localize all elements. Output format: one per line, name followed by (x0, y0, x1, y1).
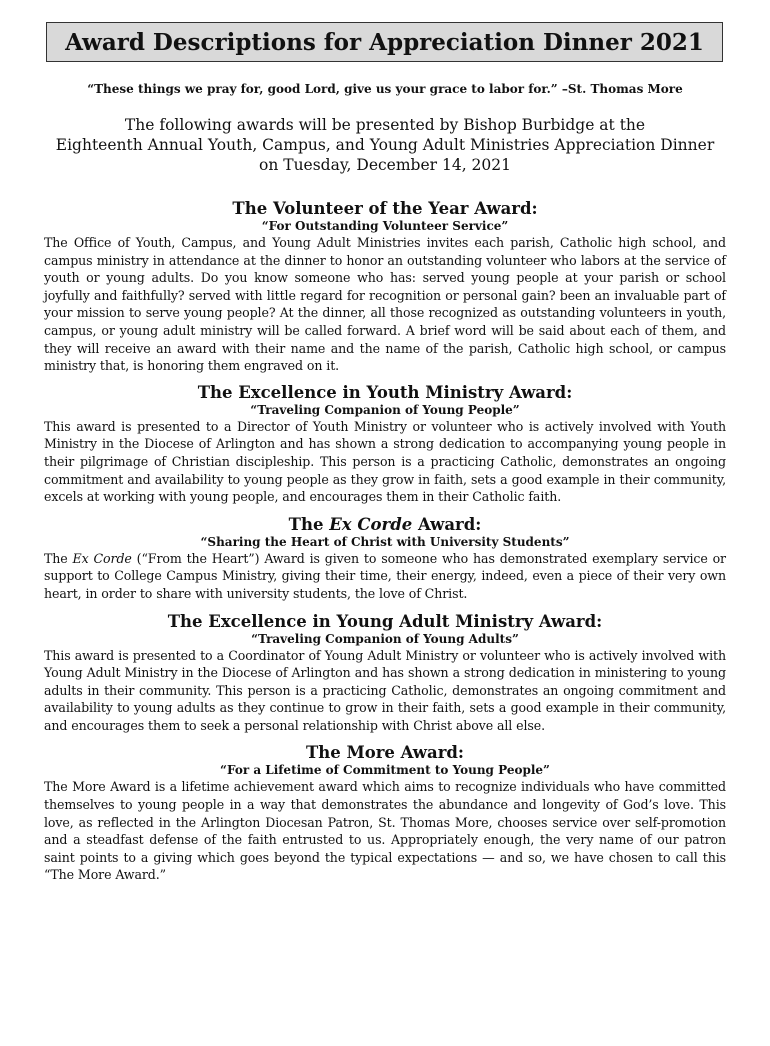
award-subtitle: “Sharing the Heart of Christ with University Students” (200, 534, 570, 549)
award-ex-corde (44, 515, 726, 603)
award-description-prefix: The (44, 550, 73, 566)
award-more (44, 743, 726, 884)
award-heading-emphasis: Ex Corde (329, 514, 413, 534)
award-subtitle: “Traveling Companion of Young People” (250, 402, 520, 417)
award-heading: The Excellence in Youth Ministry Award: (197, 382, 573, 402)
document-title: Award Descriptions for Appreciation Dinner 2021 (46, 22, 723, 62)
award-heading (44, 515, 726, 535)
award-subtitle: “For Outstanding Volunteer Service” (261, 219, 509, 233)
epigraph: “These things we pray for, good Lord, give us your grace to labor for.” –St. Thomas More (87, 82, 683, 96)
intro-line-2: Eighteenth Annual Youth, Campus, and Young Adult Ministries Appreciation Dinner (55, 136, 715, 154)
award-description: The More Award is a lifetime achievement award which aims to recognize individuals who have committed themselves to young people in a way that demonstrates the abundance and longevity of God’s love. This love, as reflected in the Arlington Diocesan Patron, St. Thomas More, chooses service over self-promotion and a steadfast defense of the faith entrusted to us. Appropriately enough, the very name of our patron saint points to a giving which goes beyond the typical expectations — and so, we have chosen to call this “The More Award.” (44, 779, 726, 883)
document-page (0, 22, 770, 1046)
award-heading-suffix: Award: (412, 514, 482, 534)
award-excellence-youth-ministry (44, 383, 726, 506)
award-subtitle: “Traveling Companion of Young Adults” (251, 631, 519, 646)
award-excellence-young-adult-ministry (44, 612, 726, 735)
award-description-emphasis: Ex Corde (72, 550, 132, 566)
award-subtitle: “For a Lifetime of Commitment to Young People” (220, 763, 550, 778)
award-heading: The Volunteer of the Year Award: (232, 199, 538, 218)
award-heading: The Excellence in Young Adult Ministry Award: (167, 611, 603, 631)
intro-line-3: on Tuesday, December 14, 2021 (258, 156, 511, 174)
intro-paragraph (44, 115, 726, 175)
award-description-suffix: (“From the Heart”) Award is given to someone who has demonstrated exemplary service or support to College Campus Ministry, giving their time, their energy, indeed, even a piece of their very own heart, in order to share with university students, the love of Christ. (44, 550, 726, 601)
award-description: This award is presented to a Director of Youth Ministry or volunteer who is actively involved with Youth Ministry in the Diocese of Arlington and has shown a strong dedication to accompanying young people in their pilgrimage of Christian discipleship. This person is a practicing Catholic, demonstrates an ongoing commitment and availability to young people as they grow in faith, sets a good example in their community, excels at working with young people, and encourages them in their Catholic faith. (44, 418, 726, 505)
award-description: The Office of Youth, Campus, and Young Adult Ministries invites each parish, Catholic high school, and campus ministry in attendance at the dinner to honor an outstanding volunteer who labors at the service of youth or young adults. Do you know someone who has: served young people at your parish or school joyfully and faithfully? served with little regard for recognition or personal gain? been an invaluable part of your mission to serve young people? At the dinner, all those recognized as outstanding volunteers in youth, campus, or young adult ministry will be called forward. A brief word will be said about each of them, and they will receive an award with their name and the name of the parish, Catholic high school, or campus ministry that, is honoring them engraved on it. (44, 235, 726, 374)
award-heading: The More Award: (305, 743, 465, 763)
intro-line-1: The following awards will be presented by Bishop Burbidge at the (124, 116, 646, 134)
award-description (44, 550, 726, 603)
award-heading-prefix: The (288, 514, 330, 534)
award-description: This award is presented to a Coordinator of Young Adult Ministry or volunteer who is actively involved with Young Adult Ministry in the Diocese of Arlington and has shown a strong dedication in ministering to young adults in their community. This person is a practicing Catholic, demonstrates an ongoing commitment and availability to young adults as they continue to grow in their faith, sets a good example in their community, and encourages them to seek a personal relationship with Christ above all else. (44, 647, 726, 733)
award-volunteer-of-the-year (44, 199, 726, 375)
